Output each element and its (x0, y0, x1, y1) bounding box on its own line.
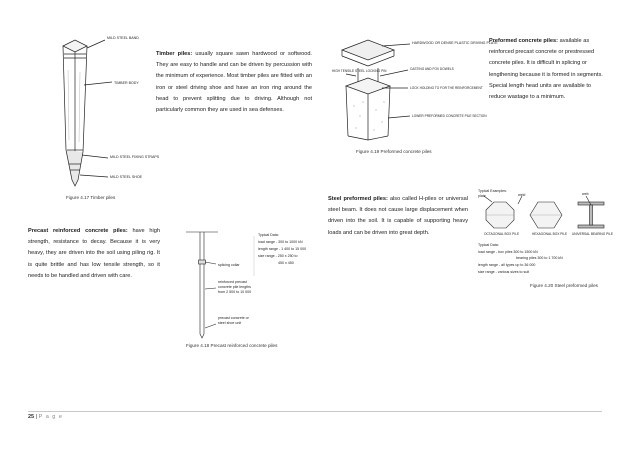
steel-section-octagonal: OCTAGONAL BOX PILE (484, 232, 520, 236)
preformed-heading: Preformed concrete piles: (489, 38, 559, 44)
steel-top-label-plate: plate (478, 194, 486, 198)
steel-examples-title: Typical Examples: (478, 189, 507, 193)
timber-label-band: MILD STEEL BAND (107, 36, 139, 40)
precast-label-shoe: precast concrete or steel shoe unit (218, 316, 249, 325)
timber-heading: Timber piles: (156, 51, 193, 57)
steel-body: also called H-piles or universal steel beam. It does not cause large displacement when driven into the soil. It is capable of supporting heavy loads and can be driven into great depth. (328, 196, 468, 236)
preformed-label-pin: HIGH TENSILE STEEL LOCKING PIN (332, 69, 387, 73)
precast-body: have high strength, resistance to decay. Because it is very heavy, they are driven into the soil using piling rig. It is quite brittle and has low tensile strength, so it needs to be handled and driven with care. (28, 228, 160, 279)
steel-data-line-1: load range - box piles 300 to 1500 kN (478, 250, 538, 254)
steel-data-title: Typical Data: (478, 243, 499, 247)
precast-data-line-4: 450 x 450 (278, 261, 294, 265)
timber-paragraph (156, 49, 312, 116)
precast-pile-sketch (178, 224, 318, 339)
precast-label-lengths: reinforced precast concrete pile lengths from 2 500 to 10 000 (218, 280, 252, 294)
preformed-label-lower: LOWER PREFORMED CONCRETE PILE SECTION (412, 114, 487, 118)
steel-paragraph (328, 194, 468, 239)
footer-page-word: P a g e (38, 414, 63, 420)
precast-heading: Precast reinforced concrete piles: (28, 228, 128, 234)
timber-label-straps: MILD STEEL FIXING STRAPS (110, 155, 160, 159)
preformed-label-dowels: CASTING AND FOX DOWELS (410, 67, 454, 71)
steel-top-label-web: web (582, 192, 589, 196)
steel-pile-sketch (474, 188, 614, 280)
preformed-label-plate: HARDWOOD OR DENSE PLASTIC DRIVING PLATE (412, 41, 498, 45)
timber-pile-sketch (50, 30, 160, 190)
steel-data-line-2: bearing piles 300 to 1 700 kN (516, 256, 563, 260)
footer-rule (28, 411, 602, 412)
page-footer (28, 414, 63, 420)
precast-data-line-2: length range - 1 400 to 15 000 (258, 247, 307, 251)
preformed-pile-sketch (332, 36, 498, 144)
timber-body: usually square sawn hardwood or softwood. They are easy to handle and can be driven by percussion with the minimum of experience. Most timber piles are fitted with an iron or steel driving shoe and have an iron ring around the head to prevent splitting due to driving. Although not particularly common they are used in sea defenses. (156, 51, 312, 114)
precast-caption: Figure 4.18 Precast reinforced concrete piles (186, 343, 278, 348)
precast-data-title: Typical Data: (258, 233, 279, 237)
steel-data-line-3: length range - all types up to 36 000 (478, 263, 536, 267)
precast-paragraph (28, 226, 160, 282)
preformed-body: available as reinforced precast concrete or prestressed concrete piles. It is difficult in splicing or lengthening because it is formed in segments. Special length head units are available to reduce wastage to a minimum. (489, 38, 603, 101)
page-number: 25 (28, 414, 35, 420)
steel-section-hexagonal: HEXAGONAL BOX PILE (532, 232, 568, 236)
steel-heading: Steel preformed piles: (328, 196, 388, 202)
preformed-caption: Figure 4.19 Preformed concrete piles (356, 149, 432, 154)
steel-caption: Figure 4.20 Steel preformed piles (530, 283, 598, 288)
preformed-label-lock: LOCK HOLDING TO FOR THE REINFORCEMENT (410, 86, 483, 90)
footer-separator: | (35, 414, 38, 420)
steel-top-label-weld: weld (518, 193, 526, 197)
timber-label-shoe: MILD STEEL SHOE (110, 175, 143, 179)
precast-data-line-1: load range - 300 to 1000 kN (258, 240, 303, 244)
steel-data-line-4: size range - various sizes to suit (478, 270, 530, 274)
precast-data-line-3: size range - 250 x 250 to (258, 254, 298, 258)
steel-section-universal: UNIVERSAL BEARING PILE (572, 232, 613, 236)
timber-label-body: TIMBER BODY (114, 81, 139, 85)
precast-label-collar: splicing collar (218, 263, 240, 267)
timber-caption: Figure 4.17 Timber piles (66, 195, 116, 200)
preformed-paragraph (489, 36, 607, 103)
